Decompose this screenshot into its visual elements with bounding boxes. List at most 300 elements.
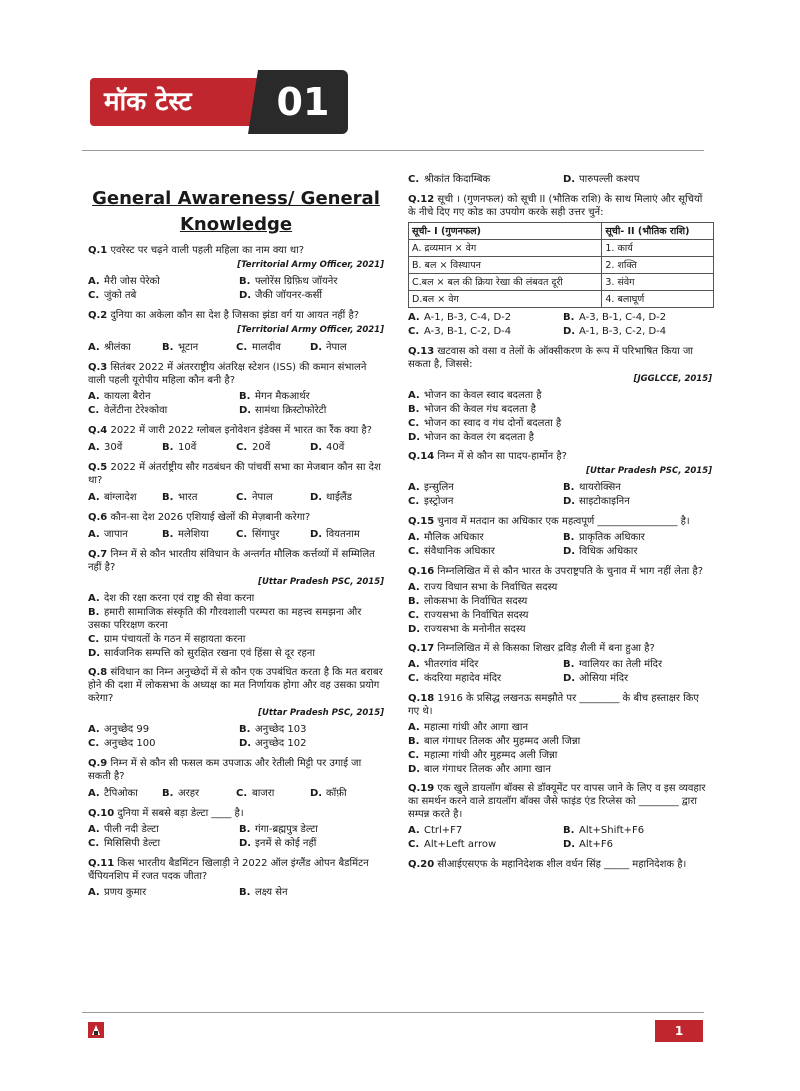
- options: [88, 886, 384, 900]
- option-letter: D.: [239, 838, 252, 849]
- option: [310, 787, 384, 800]
- option: [408, 623, 712, 636]
- option-letter: C.: [408, 839, 420, 850]
- option-letter: D.: [563, 839, 576, 850]
- option-letter: D.: [88, 648, 101, 659]
- option-text: भोजन की केवल गंध बदलता है: [424, 404, 536, 415]
- options: [88, 787, 384, 801]
- option-text: वियतनाम: [326, 529, 360, 540]
- option-letter: A.: [88, 593, 100, 604]
- question-q12: [408, 193, 712, 339]
- option: [88, 390, 233, 403]
- option-letter: C.: [88, 738, 100, 749]
- match-list2-item: 2. शक्ति: [602, 257, 714, 274]
- question-stem: [408, 782, 712, 821]
- option-text: भारत: [178, 492, 198, 503]
- option: [408, 173, 557, 186]
- option-letter: B.: [239, 824, 251, 835]
- option-text: वेलेंटीना टेरेश्कोवा: [104, 405, 168, 416]
- option-letter: B.: [162, 492, 174, 503]
- option-text: टैपिओका: [104, 788, 138, 799]
- question-q4: [88, 424, 384, 455]
- mock-test-label: मॉक टेस्ट: [90, 78, 260, 126]
- match-list1-item: A. द्रव्यमान × वेग: [409, 240, 602, 257]
- option-letter: B.: [563, 532, 575, 543]
- option-letter: B.: [408, 404, 420, 415]
- option-text: A-1, B-3, C-4, D-2: [424, 312, 512, 323]
- question-text: निम्न में से कौन सा पादप-हार्मोन है?: [437, 451, 567, 462]
- option: [236, 491, 310, 504]
- options: [88, 341, 384, 355]
- option: [408, 531, 557, 544]
- option-letter: A.: [408, 659, 420, 670]
- option-text: A-3, B-1, C-4, D-2: [579, 312, 667, 323]
- option: [239, 886, 384, 899]
- option-text: ग्वालियर का तेली मंदिर: [579, 659, 663, 670]
- question-source: [Territorial Army Officer, 2021]: [237, 260, 384, 270]
- question-q11: [88, 857, 384, 900]
- option: [88, 823, 233, 836]
- option-text: बाल गंगाधर तिलक और मुहम्मद अली जिन्ना: [424, 736, 581, 747]
- option: [236, 341, 310, 354]
- option-text: मौलिक अधिकार: [424, 532, 484, 543]
- question-number: Q.1: [88, 245, 108, 256]
- option: [88, 737, 233, 750]
- question-number: Q.12: [408, 194, 435, 205]
- question-number: Q.6: [88, 512, 108, 523]
- option: [408, 672, 557, 685]
- match-table: [408, 222, 714, 308]
- option-letter: A.: [408, 390, 420, 401]
- question-text: संविधान का निम्न अनुच्छेदों में से कौन एक उपबंधित करता है कि मत बराबर होने की दशा में लोकसभा के अध्यक्ष का मत निर्णायक होगा और वह उसका प्रयोग करेगा?: [88, 667, 383, 704]
- option-letter: A.: [88, 391, 100, 402]
- option-letter: D.: [408, 432, 421, 443]
- option-text: Alt+Shift+F6: [579, 825, 645, 836]
- option: [563, 545, 712, 558]
- question-number: Q.3: [88, 362, 108, 373]
- q11-continued-options: [408, 173, 712, 187]
- option-letter: B.: [239, 391, 251, 402]
- option-letter: D.: [563, 673, 576, 684]
- question-stem: [408, 692, 712, 718]
- question-stem: [88, 461, 384, 487]
- option-letter: D.: [239, 405, 252, 416]
- right-column: [408, 170, 712, 871]
- option-text: गंगा-ब्रह्मपुत्र डेल्टा: [255, 824, 318, 835]
- question-q20: [408, 858, 712, 871]
- q12-options: [408, 311, 712, 339]
- option-text: थाईलैंड: [326, 492, 353, 503]
- question-source: [Uttar Pradesh PSC, 2015]: [586, 466, 712, 476]
- question-text: सितंबर 2022 में अंतरराष्ट्रीय अंतरिक्ष स्टेशन (ISS) की कमान संभालने वाली पहली यूरोपीय महिला कौन बनी है?: [88, 362, 367, 386]
- option: [88, 633, 384, 646]
- question-stem: [88, 309, 384, 322]
- option-text: प्राकृतिक अधिकार: [579, 532, 645, 543]
- option: [563, 481, 712, 494]
- option-letter: C.: [408, 610, 420, 621]
- option-text: नेपाल: [252, 492, 273, 503]
- question-q14: [408, 450, 712, 509]
- match-row: [409, 257, 714, 274]
- footer-divider: [82, 1012, 704, 1013]
- option-text: अनुच्छेद 103: [255, 724, 307, 735]
- question-number: Q.13: [408, 346, 435, 357]
- option-letter: D.: [408, 764, 421, 775]
- option-text: जुंको तबे: [104, 290, 137, 301]
- option-letter: C.: [408, 418, 420, 429]
- question-number: Q.5: [88, 462, 108, 473]
- question-number: Q.14: [408, 451, 435, 462]
- option: [88, 647, 384, 660]
- option-text: बाल गंगाधर तिलक और आगा खान: [424, 764, 551, 775]
- question-text: निम्नलिखित में से कौन भारत के उपराष्ट्रपति के चुनाव में भाग नहीं लेता है?: [437, 566, 704, 577]
- option-text: Ctrl+F7: [424, 825, 463, 836]
- question-number: Q.17: [408, 643, 435, 654]
- question-number: Q.16: [408, 566, 435, 577]
- option-letter: B.: [162, 788, 174, 799]
- option-text: इन्सुलिन: [424, 482, 454, 493]
- option-text: कॉफ़ी: [326, 788, 347, 799]
- question-text: सूची । (गुणनफल) को सूची II (भौतिक राशि) के साथ मिलाएं और सूचियों के नीचे दिए गए कोड का उपयोग करके सही उत्तर चुनें:: [408, 194, 703, 218]
- option-text: अनुच्छेद 102: [255, 738, 307, 749]
- option: [310, 528, 384, 541]
- option-text: पारुपल्ली कश्यप: [579, 174, 640, 185]
- question-stem: [408, 345, 712, 371]
- header-divider: [82, 150, 704, 151]
- match-list1-item: B. बल × विस्थापन: [409, 257, 602, 274]
- option: [88, 886, 233, 899]
- option: [239, 275, 384, 288]
- option-text: विधिक अधिकार: [579, 546, 638, 557]
- match-list2-item: 1. कार्य: [602, 240, 714, 257]
- question-source: [JGGLCCE, 2015]: [633, 374, 712, 384]
- option-text: अरहर: [178, 788, 200, 799]
- mock-test-banner: [90, 70, 350, 134]
- question-text: 1916 के प्रसिद्ध लखनऊ समझौते पर ________ के बीच हस्ताक्षर किए गए थे।: [408, 693, 699, 717]
- option-letter: B.: [162, 342, 174, 353]
- question-number: Q.15: [408, 516, 435, 527]
- option-text: Alt+Left arrow: [424, 839, 497, 850]
- option-text: सिंगापुर: [252, 529, 280, 540]
- question-stem: [88, 424, 384, 437]
- option-text: A-1, B-3, C-2, D-4: [579, 326, 667, 337]
- option-text: राज्यसभा के निर्वाचित सदस्य: [424, 610, 529, 621]
- option: [239, 404, 384, 417]
- option-letter: A.: [408, 532, 420, 543]
- question-text: दुनिया का अकेला कौन सा देश है जिसका झंडा वर्ग या आयत नहीं है?: [110, 310, 360, 321]
- question-text: निम्न में से कौन भारतीय संविधान के अन्तर्गत मौलिक कर्त्तव्यों में सम्मिलित नहीं है?: [88, 549, 375, 573]
- option-text: थायरोक्सिन: [579, 482, 621, 493]
- option-letter: A.: [88, 276, 100, 287]
- option-text: मालदीव: [252, 342, 281, 353]
- option-letter: D.: [310, 529, 323, 540]
- option: [239, 823, 384, 836]
- option-text: लोकसभा के निर्वाचित सदस्य: [424, 596, 528, 607]
- question-number: Q.10: [88, 808, 115, 819]
- question-q17: [408, 642, 712, 686]
- option-letter: B.: [563, 825, 575, 836]
- question-number: Q.20: [408, 859, 435, 870]
- question-number: Q.18: [408, 693, 435, 704]
- option-text: मैरी जोस पेरेको: [104, 276, 160, 287]
- option: [88, 289, 233, 302]
- option-letter: C.: [408, 546, 420, 557]
- question-q5: [88, 461, 384, 505]
- option: [408, 658, 557, 671]
- option-letter: B.: [408, 736, 420, 747]
- option: [408, 545, 557, 558]
- question-stem: [88, 857, 384, 883]
- option-text: अनुच्छेद 100: [104, 738, 156, 749]
- option-letter: A.: [88, 724, 100, 735]
- option-letter: D.: [310, 442, 323, 453]
- question-source: [Uttar Pradesh PSC, 2015]: [258, 577, 384, 587]
- question-q1: [88, 244, 384, 303]
- option-text: पीली नदी डेल्टा: [104, 824, 159, 835]
- options: [88, 441, 384, 455]
- option-letter: B.: [563, 312, 575, 323]
- question-stem: [408, 450, 712, 463]
- option-text: भोजन का स्वाद व गंध दोनों बदलता है: [424, 418, 562, 429]
- question-text: निम्न में से कौन सी फसल कम उपजाऊ और रेतीली मिट्टी पर उगाई जा सकती है?: [88, 758, 362, 782]
- option-letter: D.: [563, 174, 576, 185]
- option-letter: B.: [239, 276, 251, 287]
- option: [162, 441, 236, 454]
- option-letter: C.: [236, 529, 248, 540]
- option-letter: A.: [408, 582, 420, 593]
- options: [408, 721, 712, 776]
- option: [563, 658, 712, 671]
- option: [88, 341, 162, 354]
- question-stem: [88, 244, 384, 257]
- option-text: जापान: [104, 529, 128, 540]
- option-text: 30वें: [104, 442, 123, 453]
- option-letter: B.: [239, 887, 251, 898]
- option-text: मेगन मैकआर्थर: [255, 391, 310, 402]
- option-letter: C.: [408, 496, 420, 507]
- question-stem: [88, 666, 384, 705]
- option: [239, 289, 384, 302]
- option-letter: C.: [408, 174, 420, 185]
- option-letter: B.: [408, 596, 420, 607]
- option: [408, 838, 557, 851]
- option: [563, 173, 712, 186]
- option-letter: C.: [88, 405, 100, 416]
- option: [408, 609, 712, 622]
- match-list1-item: D.बल × वेग: [409, 291, 602, 308]
- option-letter: D.: [563, 496, 576, 507]
- option-text: भूटान: [178, 342, 199, 353]
- option-text: महात्मा गांधी और मुहम्मद अली जिन्ना: [424, 750, 558, 761]
- publisher-logo-icon: [88, 1022, 104, 1038]
- option: [563, 495, 712, 508]
- option-letter: B.: [239, 724, 251, 735]
- question-text: चुनाव में मतदान का अधिकार एक महत्वपूर्ण ________________ है।: [437, 516, 690, 527]
- question-number: Q.4: [88, 425, 108, 436]
- question-source: [Territorial Army Officer, 2021]: [237, 325, 384, 335]
- option: [88, 491, 162, 504]
- options: [88, 275, 384, 303]
- option: [310, 441, 384, 454]
- option-letter: A.: [88, 824, 100, 835]
- option: [408, 431, 712, 444]
- question-stem: [408, 858, 712, 871]
- option-letter: C.: [88, 634, 100, 645]
- option-text: मलेशिया: [178, 529, 209, 540]
- option-letter: A.: [88, 529, 100, 540]
- option-text: 20वें: [252, 442, 271, 453]
- options: [408, 389, 712, 444]
- option: [563, 672, 712, 685]
- option: [239, 723, 384, 736]
- options: [408, 481, 712, 509]
- option-letter: C.: [408, 750, 420, 761]
- question-q19: [408, 782, 712, 852]
- question-number: Q.19: [408, 783, 435, 794]
- question-q16: [408, 565, 712, 636]
- option: [162, 787, 236, 800]
- question-stem: [88, 757, 384, 783]
- question-text: 2022 में जारी 2022 ग्लोबल इनोवेशन इंडेक्स में भारत का रैंक क्या है?: [110, 425, 372, 436]
- option-text: इस्ट्रोजन: [424, 496, 454, 507]
- option: [239, 390, 384, 403]
- option-text: राज्य विधान सभा के निर्वाचित सदस्य: [424, 582, 558, 593]
- option: [162, 491, 236, 504]
- left-column: [88, 170, 384, 900]
- options: [88, 592, 384, 660]
- match-list2-item: 3. संवेग: [602, 274, 714, 291]
- option-letter: A.: [88, 442, 100, 453]
- option: [563, 531, 712, 544]
- option: [408, 595, 712, 608]
- question-number: Q.11: [88, 858, 115, 869]
- option-text: देश की रक्षा करना एवं राष्ट्र की सेवा करना: [104, 593, 255, 604]
- question-source: [Uttar Pradesh PSC, 2015]: [258, 708, 384, 718]
- option: [236, 441, 310, 454]
- option: [408, 325, 557, 338]
- option-text: हमारी सामाजिक संस्कृति की गौरवशाली परम्परा का महत्त्व समझना और उसका परिरक्षण करना: [88, 607, 362, 631]
- option: [310, 341, 384, 354]
- match-row: [409, 291, 714, 308]
- option: [408, 403, 712, 416]
- options: [408, 658, 712, 686]
- option-text: राज्यसभा के मनोनीत सदस्य: [424, 624, 526, 635]
- option: [88, 592, 384, 605]
- option-text: श्रीलंका: [104, 342, 131, 353]
- option: [408, 495, 557, 508]
- options: [408, 581, 712, 636]
- match-row: [409, 240, 714, 257]
- mock-test-number: 01: [258, 70, 348, 134]
- match-head-list1: सूची- I (गुणनफल): [409, 223, 602, 240]
- options: [88, 491, 384, 505]
- question-stem: [88, 548, 384, 574]
- question-text: एवरेस्ट पर चढ़ने वाली पहली महिला का नाम क्या था?: [110, 245, 305, 256]
- option-letter: D.: [310, 788, 323, 799]
- question-q9: [88, 757, 384, 801]
- option: [88, 837, 233, 850]
- option-letter: C.: [88, 290, 100, 301]
- option: [88, 441, 162, 454]
- option: [408, 749, 712, 762]
- option-text: भोजन का केवल स्वाद बदलता है: [424, 390, 542, 401]
- option-text: लक्ष्य सेन: [255, 887, 288, 898]
- option-letter: A.: [408, 312, 420, 323]
- question-q10: [88, 807, 384, 851]
- question-number: Q.8: [88, 667, 108, 678]
- option-text: साइटोकाइनिन: [579, 496, 630, 507]
- option-text: अनुच्छेद 99: [104, 724, 150, 735]
- option-letter: C.: [88, 838, 100, 849]
- option-text: A-3, B-1, C-2, D-4: [424, 326, 512, 337]
- option-letter: C.: [236, 788, 248, 799]
- option-letter: B.: [563, 482, 575, 493]
- question-number: Q.9: [88, 758, 108, 769]
- question-text: सीआईएसएफ के महानिदेशक शील वर्धन सिंह _____ महानिदेशक है।: [437, 859, 687, 870]
- option-letter: C.: [236, 442, 248, 453]
- option-letter: C.: [408, 673, 420, 684]
- question-number: Q.7: [88, 549, 108, 560]
- match-list1-item: C.बल × बल की क्रिया रेखा की लंबवत दूरी: [409, 274, 602, 291]
- option-letter: A.: [408, 825, 420, 836]
- option: [88, 606, 384, 632]
- option-letter: D.: [310, 342, 323, 353]
- options: [88, 723, 384, 751]
- option-text: नेपाल: [326, 342, 347, 353]
- option: [239, 837, 384, 850]
- question-text: 2022 में अंतर्राष्ट्रीय सौर गठबंधन की पांचवीं सभा का मेजबान कौन सा देश था?: [88, 462, 381, 486]
- option-letter: D.: [408, 624, 421, 635]
- option-letter: D.: [239, 738, 252, 749]
- option-letter: D.: [563, 326, 576, 337]
- option-letter: D.: [239, 290, 252, 301]
- question-text: दुनिया में सबसे बड़ा डेल्टा ____ है।: [117, 808, 244, 819]
- option: [88, 723, 233, 736]
- question-text: एक खुले डायलॉग बॉक्स से डॉक्यूमेंट पर वापस जाने के लिए व इस व्यवहार का समर्थन करने वाले डायलॉग बॉक्स जैसे फाइंड एंड रिप्लेस को ________ द्वारा सम्पन्न करते है।: [408, 783, 706, 820]
- option-text: फ्लोरेंस ग्रिफ़िथ जॉयनेर: [255, 276, 338, 287]
- options: [88, 528, 384, 542]
- question-stem: [88, 807, 384, 820]
- option-text: महात्मा गांधी और आगा खान: [424, 722, 529, 733]
- option-letter: B.: [88, 607, 100, 618]
- option-letter: D.: [310, 492, 323, 503]
- option-letter: B.: [563, 659, 575, 670]
- option: [563, 311, 712, 324]
- option: [408, 735, 712, 748]
- question-text: कौन-सा देश 2026 एशियाई खेलों की मेज़बानी करेगा?: [110, 512, 311, 523]
- options: [408, 824, 712, 852]
- option-text: मिसिसिपी डेल्टा: [104, 838, 161, 849]
- question-q15: [408, 515, 712, 559]
- option: [162, 341, 236, 354]
- option-text: Alt+F6: [579, 839, 614, 850]
- option: [563, 325, 712, 338]
- option-text: भीतरगांव मंदिर: [424, 659, 479, 670]
- question-q13: [408, 345, 712, 444]
- option: [162, 528, 236, 541]
- option-letter: A.: [88, 887, 100, 898]
- option-text: श्रीकांत किदाम्बिक: [424, 174, 491, 185]
- options: [408, 531, 712, 559]
- option-letter: D.: [563, 546, 576, 557]
- option-letter: C.: [236, 342, 248, 353]
- option: [88, 404, 233, 417]
- question-q3: [88, 361, 384, 418]
- question-stem: [88, 511, 384, 524]
- question-stem: [88, 361, 384, 387]
- option-letter: B.: [162, 529, 174, 540]
- option-letter: A.: [88, 492, 100, 503]
